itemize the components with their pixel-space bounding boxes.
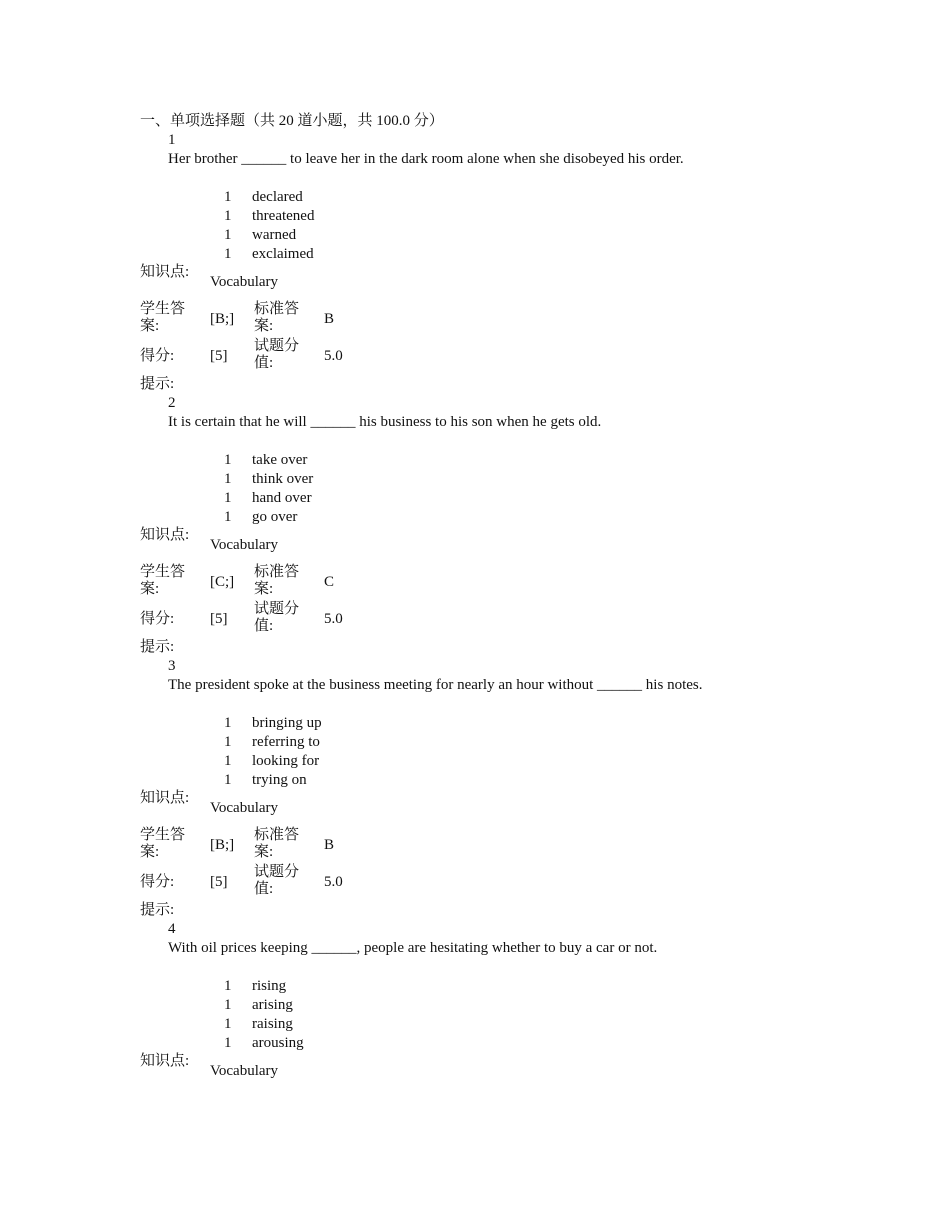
option-item[interactable] [140,245,820,264]
option-marker: 1 [224,452,232,468]
option-marker: 1 [224,246,232,262]
option-text: warned [252,227,297,243]
question-block [140,657,820,920]
exam-page [140,112,820,1090]
option-text: threatened [252,208,315,224]
question-number: 1 [168,132,176,148]
option-text: trying on [252,772,307,788]
option-item[interactable] [140,977,820,996]
student-answer-label: 学生答案: [140,301,186,334]
question-value: 5.0 [324,874,343,890]
standard-answer-value: B [324,837,335,853]
option-text: referring to [252,734,320,750]
option-marker: 1 [224,997,232,1013]
knowledge-label: 知识点: [140,527,190,543]
question-value-label: 试题分值: [254,864,300,897]
option-text: take over [252,452,308,468]
option-text: looking for [252,753,320,769]
knowledge-row [140,264,820,301]
score-label: 得分: [140,874,175,890]
standard-answer-label: 标准答案: [254,564,300,597]
options-list [140,451,820,527]
option-marker: 1 [224,227,232,243]
option-item[interactable] [140,207,820,226]
option-marker: 1 [224,1035,232,1051]
knowledge-label: 知识点: [140,264,190,280]
question-number: 2 [168,395,176,411]
score-row [140,338,820,375]
question-text: The president spoke at the business meeting for nearly an hour without ______ his notes. [168,677,703,693]
score-label: 得分: [140,348,175,364]
question-value: 5.0 [324,348,343,364]
option-marker: 1 [224,734,232,750]
option-text: go over [252,509,298,525]
option-item[interactable] [140,226,820,245]
option-text: raising [252,1016,293,1032]
options-list [140,188,820,264]
question-block [140,131,820,394]
option-text: rising [252,978,287,994]
option-text: think over [252,471,314,487]
option-item[interactable] [140,489,820,508]
option-text: exclaimed [252,246,314,262]
option-marker: 1 [224,978,232,994]
knowledge-row [140,1053,820,1090]
option-item[interactable] [140,996,820,1015]
option-marker: 1 [224,509,232,525]
knowledge-value: Vocabulary [210,800,279,816]
score-value: [5] [210,874,228,890]
knowledge-value: Vocabulary [210,274,279,290]
option-marker: 1 [224,208,232,224]
score-value: [5] [210,348,228,364]
option-item[interactable] [140,470,820,489]
options-list [140,977,820,1053]
question-text: Her brother ______ to leave her in the dark room alone when she disobeyed his order. [168,151,684,167]
standard-answer-label: 标准答案: [254,301,300,334]
standard-answer-value: C [324,574,335,590]
option-marker: 1 [224,1016,232,1032]
standard-answer-label: 标准答案: [254,827,300,860]
question-number: 3 [168,658,176,674]
option-item[interactable] [140,752,820,771]
option-marker: 1 [224,715,232,731]
student-answer-label: 学生答案: [140,564,186,597]
student-answer-value: [C;] [210,574,235,590]
question-value-label: 试题分值: [254,338,300,371]
option-text: arising [252,997,293,1013]
answer-row [140,301,820,338]
option-item[interactable] [140,733,820,752]
option-text: hand over [252,490,312,506]
question-number: 4 [168,921,176,937]
question-text: It is certain that he will ______ his business to his son when he gets old. [168,414,602,430]
student-answer-label: 学生答案: [140,827,186,860]
student-answer-value: [B;] [210,837,235,853]
question-value: 5.0 [324,611,343,627]
option-item[interactable] [140,451,820,470]
hint-label: 提示: [140,376,175,392]
option-marker: 1 [224,753,232,769]
option-marker: 1 [224,772,232,788]
answer-row [140,827,820,864]
options-list [140,714,820,790]
option-text: arousing [252,1035,304,1051]
question-text: With oil prices keeping ______, people are hesitating whether to buy a car or not. [168,940,658,956]
answer-row [140,564,820,601]
score-row [140,601,820,638]
option-text: bringing up [252,715,322,731]
option-marker: 1 [224,471,232,487]
knowledge-row [140,790,820,827]
option-marker: 1 [224,490,232,506]
question-value-label: 试题分值: [254,601,300,634]
option-item[interactable] [140,714,820,733]
score-label: 得分: [140,611,175,627]
knowledge-value: Vocabulary [210,1063,279,1079]
question-block [140,920,820,1090]
score-row [140,864,820,901]
knowledge-value: Vocabulary [210,537,279,553]
option-marker: 1 [224,189,232,205]
option-item[interactable] [140,1015,820,1034]
option-item[interactable] [140,188,820,207]
score-value: [5] [210,611,228,627]
option-item[interactable] [140,508,820,527]
student-answer-value: [B;] [210,311,235,327]
option-item[interactable] [140,1034,820,1053]
hint-label: 提示: [140,639,175,655]
knowledge-row [140,527,820,564]
hint-label: 提示: [140,902,175,918]
question-block [140,394,820,657]
option-item[interactable] [140,771,820,790]
section-title: 一、单项选择题（共 20 道小题，共 100.0 分） [140,113,444,129]
knowledge-label: 知识点: [140,790,190,806]
option-text: declared [252,189,303,205]
knowledge-label: 知识点: [140,1053,190,1069]
standard-answer-value: B [324,311,335,327]
